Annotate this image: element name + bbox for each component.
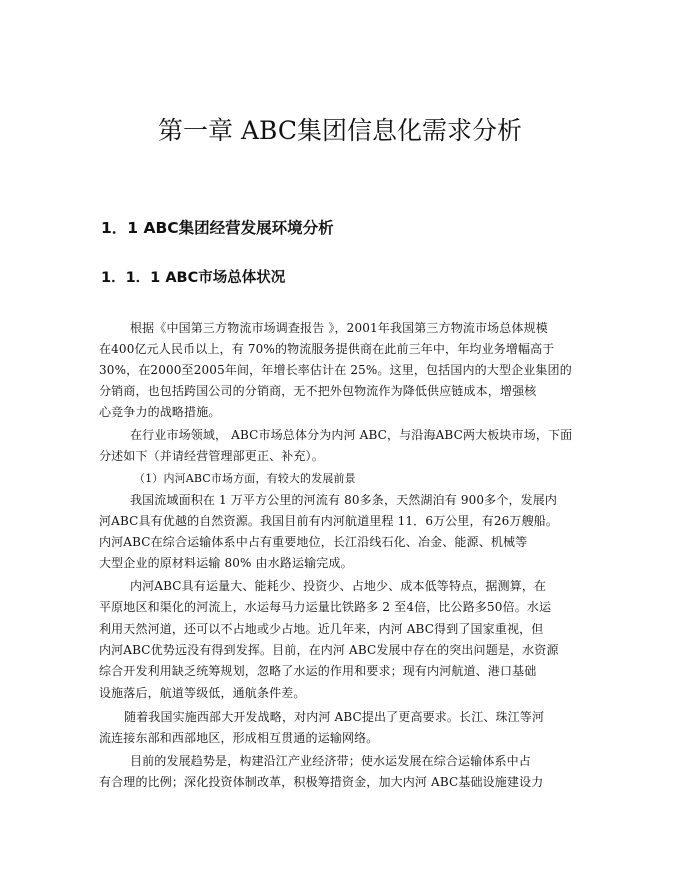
body-line: 利用天然河道，还可以不占地或少占地。近几年来，内河 ABC得到了国家重视，但 — [99, 622, 544, 636]
body-line: 我国流域面积在 1 万平方公里的河流有 80多条，天然湖泊有 900多个，发展内 — [130, 493, 558, 507]
body-line: 内河ABC在综合运输体系中占有重要地位，长江沿线石化、冶金、能源、机械等 — [99, 535, 528, 549]
body-line: 流连接东部和西部地区，形成相互贯通的运输网络。 — [99, 731, 379, 745]
body-line: （1）内河ABC市场方面，有较大的发展前景 — [134, 472, 356, 485]
body-line: 内河ABC优势远没有得到发挥。目前，在内河 ABC发展中存在的突出问题是，水资源 — [99, 643, 559, 657]
body-line: 综合开发利用缺乏统筹规划，忽略了水运的作用和要求；现有内河航道、港口基础 — [99, 664, 537, 678]
section-heading-1-1: 1．1 ABC集团经营发展环境分析 — [101, 219, 334, 237]
body-line: 河ABC具有优越的自然资源。我国目前有内河航道里程 11．6万公里，有26万艘船。 — [99, 514, 559, 528]
body-line: 内河ABC具有运量大、能耗少、投资少、占地少、成本低等特点，据测算，在 — [130, 579, 547, 593]
body-line: 分销商，也包括跨国公司的分销商，无不把外包物流作为降低供应链成本，增强核 — [99, 384, 537, 398]
body-line: 心竞争力的战略措施。 — [99, 405, 221, 419]
body-line: 大型企业的原材料运输 80% 由水路运输完成。 — [99, 556, 353, 570]
body-line: 平原地区和渠化的河流上，水运每马力运量比铁路多 2 至4倍，比公路多50倍。水运 — [99, 600, 552, 614]
body-line: 随着我国实施西部大开发战略，对内河 ABC提出了更高要求。长江、珠江等河 — [124, 710, 545, 724]
body-line: 在400亿元人民币以上，有 70%的物流服务提供商在此前三年中，年均业务增幅高于 — [99, 342, 555, 356]
body-line: 30%，在2000至2005年间，年增长率估计在 25%。这里，包括国内的大型企业集团的 — [99, 363, 572, 377]
body-line: 设施落后，航道等级低，通航条件差。 — [99, 686, 306, 700]
body-line: 有合理的比例；深化投资体制改革，积极筹措资金，加大内河 ABC基础设施建设力 — [99, 775, 544, 789]
body-line: 根据《中国第三方物流市场调查报告 》，2001年我国第三方物流市场总体规模 — [130, 321, 548, 335]
body-line: 目前的发展趋势是，构建沿江产业经济带；使水运发展在综合运输体系中占 — [130, 754, 531, 768]
body-line: 分述如下（并请经营管理部更正、补充）。 — [99, 449, 324, 463]
body-line: 在行业市场领域， ABC市场总体分为内河 ABC，与沿海ABC两大板块市场，下面 — [130, 428, 573, 442]
chapter-title: 第一章 ABC集团信息化需求分析 — [158, 116, 522, 145]
section-heading-1-1-1: 1．1．1 ABC市场总体状况 — [101, 270, 286, 286]
